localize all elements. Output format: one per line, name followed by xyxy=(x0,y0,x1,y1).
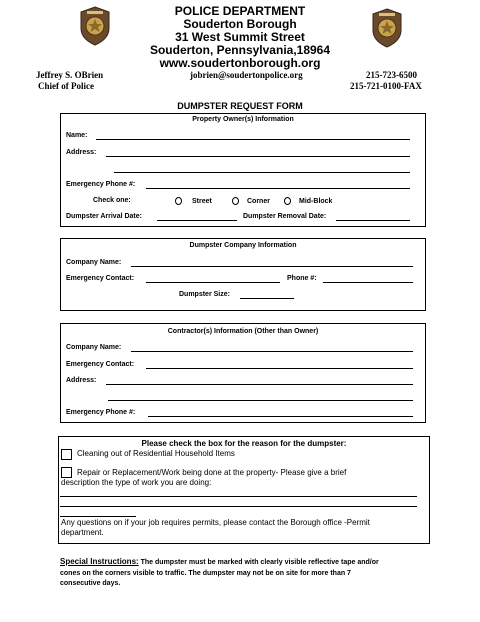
location-street-option[interactable]: Street xyxy=(175,197,212,205)
reason-repair-label: Repair or Replacement/Work being done at the property- Please give a brief xyxy=(77,468,347,477)
company-heading: Dumpster Company Information xyxy=(189,242,297,249)
radio-icon[interactable] xyxy=(232,197,239,205)
contractor-name-field[interactable] xyxy=(131,351,413,352)
contractor-contact-field[interactable] xyxy=(146,368,413,369)
company-contact-field[interactable] xyxy=(146,282,280,283)
company-name-label: Company Name: xyxy=(66,259,122,266)
owner-address-label: Address: xyxy=(66,149,97,156)
reason-heading: Please check the box for the reason for the dumpster: xyxy=(141,439,347,448)
company-name-field[interactable] xyxy=(131,266,413,267)
owner-name-field[interactable] xyxy=(96,139,410,140)
special-instructions-label: Special Instructions: xyxy=(60,557,139,566)
owner-heading: Property Owner(s) Information xyxy=(192,116,294,123)
company-phone-label: Phone #: xyxy=(287,275,317,282)
dumpster-size-label: Dumpster Size: xyxy=(179,291,230,298)
location-corner-option[interactable]: Corner xyxy=(232,197,270,205)
owner-name-label: Name: xyxy=(66,132,88,139)
special-instructions-line2: cones on the corners visible to traffic. The dumpster may not be on site for more than 7 xyxy=(60,570,351,577)
contractor-contact-label: Emergency Contact: xyxy=(66,361,135,368)
reason-repair-checkbox[interactable] xyxy=(61,467,72,478)
permits-note: Any questions on if your job requires permits, please contact the Borough office -Permit xyxy=(61,518,370,527)
borough-name: Souderton Borough xyxy=(183,17,297,31)
contractor-phone-field[interactable] xyxy=(148,416,413,417)
company-contact-label: Emergency Contact: xyxy=(66,275,135,282)
form-title: DUMPSTER REQUEST FORM xyxy=(177,101,303,111)
city-address: Souderton, Pennsylvania,18964 xyxy=(149,43,331,57)
contractor-address-label: Address: xyxy=(66,377,97,384)
removal-date-label: Dumpster Removal Date: xyxy=(243,213,327,220)
radio-icon[interactable] xyxy=(284,197,291,205)
chief-email: jobrien@soudertonpolice.org xyxy=(190,70,303,80)
website: www.soudertonborough.org xyxy=(159,56,321,70)
radio-icon[interactable] xyxy=(175,197,182,205)
contractor-name-label: Company Name: xyxy=(66,344,122,351)
department-phone: 215-723-6500 xyxy=(366,70,417,80)
work-description-field-3[interactable] xyxy=(60,516,136,517)
contractor-address-field-line2[interactable] xyxy=(108,400,413,401)
street-address: 31 West Summit Street xyxy=(175,30,305,44)
owner-phone-field[interactable] xyxy=(146,188,410,189)
special-instructions-line3: consecutive days. xyxy=(60,580,121,587)
contractor-address-field[interactable] xyxy=(106,384,413,385)
reason-cleanout-label: Cleaning out of Residential Household Items xyxy=(77,449,235,458)
department-name: POLICE DEPARTMENT xyxy=(174,4,306,18)
owner-section xyxy=(60,113,426,227)
chief-title: Chief of Police xyxy=(38,81,94,91)
owner-phone-label: Emergency Phone #: xyxy=(66,181,136,188)
location-midblock-option[interactable]: Mid-Block xyxy=(284,197,332,205)
permits-note-line2: department. xyxy=(61,528,104,537)
owner-address-field-line2[interactable] xyxy=(114,172,410,173)
dumpster-size-field[interactable] xyxy=(240,298,294,299)
special-instructions xyxy=(60,557,379,566)
department-fax: 215-721-0100-FAX xyxy=(350,81,422,91)
arrival-date-label: Dumpster Arrival Date: xyxy=(66,213,142,220)
company-phone-field[interactable] xyxy=(323,282,413,283)
reason-repair-label-line2: description the type of work you are doing: xyxy=(61,478,212,487)
removal-date-field[interactable] xyxy=(336,220,410,221)
chief-name: Jeffrey S. OBrien xyxy=(36,70,104,80)
owner-address-field[interactable] xyxy=(106,156,410,157)
special-instructions-line1: The dumpster must be marked with clearly visible reflective tape and/or xyxy=(138,559,379,566)
arrival-date-field[interactable] xyxy=(157,220,237,221)
police-badge-left-icon xyxy=(78,6,112,46)
police-badge-right-icon xyxy=(370,8,404,48)
contractor-phone-label: Emergency Phone #: xyxy=(66,409,136,416)
work-description-field-1[interactable] xyxy=(60,496,417,497)
check-one-label: Check one: xyxy=(93,197,131,204)
contractor-section xyxy=(60,323,426,423)
contractor-heading: Contractor(s) Information (Other than Owner) xyxy=(167,328,319,335)
reason-cleanout-checkbox[interactable] xyxy=(61,449,72,460)
work-description-field-2[interactable] xyxy=(60,506,417,507)
